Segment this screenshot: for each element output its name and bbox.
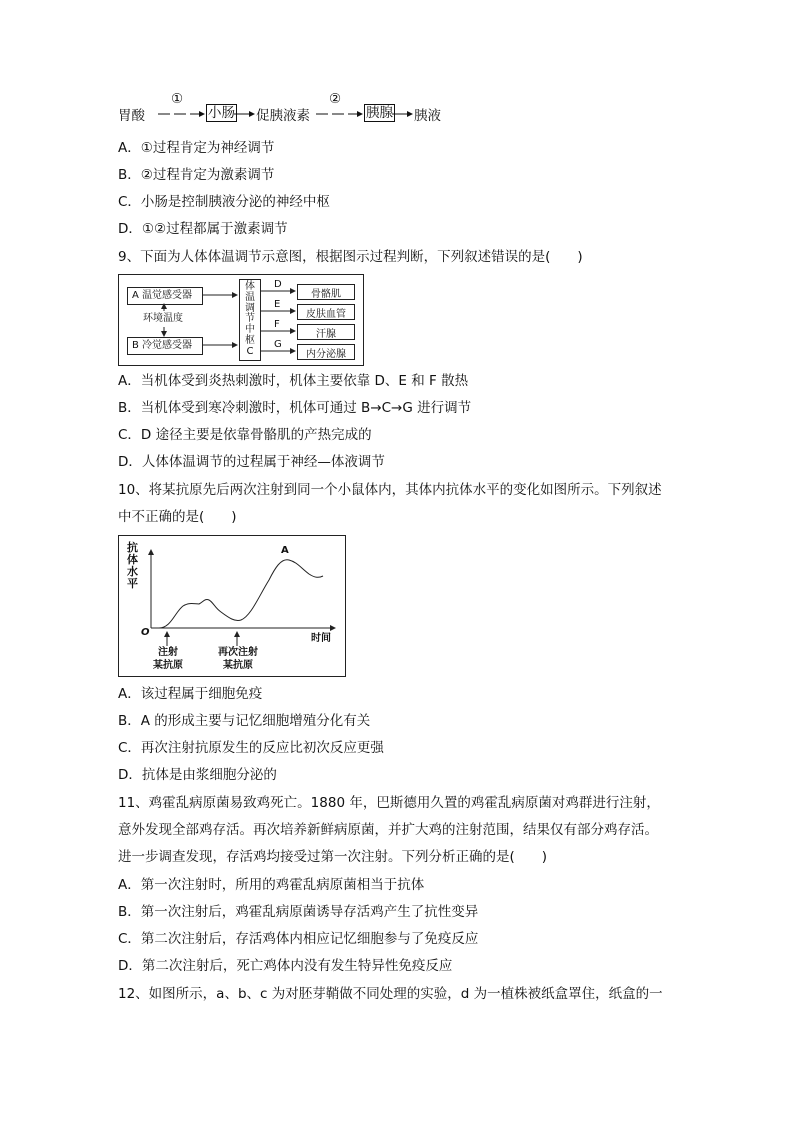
center-char: 中 xyxy=(245,324,255,336)
q9-option-a: A．当机体受到炎热刺激时，机体主要依靠 D、E 和 F 散热 xyxy=(118,373,469,389)
q10-option-c: C．再次注射抗原发生的反应比初次反应更强 xyxy=(118,740,384,756)
q11-option-b: B．第一次注射后，鸡霍乱病原菌诱导存活鸡产生了抗性变异 xyxy=(118,904,479,920)
path-d-label: D xyxy=(274,279,282,290)
q9-option-b: B．当机体受到寒冷刺激时，机体可通过 B→C→G 进行调节 xyxy=(118,400,472,416)
graph-peak-label: A xyxy=(281,545,289,556)
q8-option-c: C．小肠是控制胰液分泌的神经中枢 xyxy=(118,194,330,210)
q8-option-a: A．①过程肯定为神经调节 xyxy=(118,140,275,156)
center-char: 节 xyxy=(245,313,255,325)
center-char: 体 xyxy=(245,281,255,292)
center-char: C xyxy=(246,345,254,357)
path-e-label: E xyxy=(274,299,281,310)
flow-product: 胰液 xyxy=(414,108,441,124)
center-char: 调 xyxy=(245,302,255,314)
q8-flow-chain xyxy=(118,91,578,124)
flow-step1-label: ① xyxy=(171,91,184,107)
q11-stem-line2: 意外发现全部鸡存活。再次培养新鲜病原菌，并扩大鸡的注射范围，结果仅有部分鸡存活。 xyxy=(118,822,658,838)
flow-step2-label: ② xyxy=(329,91,342,107)
q8-option-b: B．②过程肯定为激素调节 xyxy=(118,167,275,183)
flow-arrow-4 xyxy=(392,106,414,120)
q9-option-c: C．D 途径主要是依靠骨骼肌的产热完成的 xyxy=(118,427,372,443)
flow-arrow-3 xyxy=(314,106,364,120)
q10-option-a: A．该过程属于细胞免疫 xyxy=(118,686,263,702)
center-char: 枢 xyxy=(245,334,255,346)
q11-option-d: D．第二次注射后，死亡鸡体内没有发生特异性免疫反应 xyxy=(118,958,453,974)
graph-y-label: 抗 体 水 平 xyxy=(127,541,138,590)
flow-arrow-2 xyxy=(234,106,256,120)
environment-temperature-label: 环境温度 xyxy=(143,313,183,324)
graph-x-label: 时间 xyxy=(311,633,331,644)
cold-receptor-box: B 冷觉感受器 xyxy=(127,337,203,355)
graph-origin-label: O xyxy=(141,627,150,638)
q9-option-d: D．人体体温调节的过程属于神经—体液调节 xyxy=(118,454,385,470)
q8-option-d: D．①②过程都属于激素调节 xyxy=(118,221,288,237)
q10-stem-line1: 10、将某抗原先后两次注射到同一个小鼠体内，其体内抗体水平的变化如图所示。下列叙述 xyxy=(118,482,662,498)
flow-arrow-1 xyxy=(156,106,206,120)
thermoregulation-diagram xyxy=(118,274,364,366)
q9-stem: 9、下面为人体体温调节示意图，根据图示过程判断，下列叙述错误的是( ) xyxy=(118,249,583,265)
path-g-label: G xyxy=(274,339,282,350)
q10-stem-line2: 中不正确的是( ) xyxy=(118,509,237,525)
antibody-curve xyxy=(159,560,323,628)
flow-hormone: 促胰液素 xyxy=(256,108,310,124)
q11-stem-line1: 11、鸡霍乱病原菌易致鸡死亡。1880 年，巴斯德用久置的鸡霍乱病原菌对鸡群进行注射， xyxy=(118,795,660,811)
second-injection-label: 再次注射 某抗原 xyxy=(218,647,258,671)
q11-option-a: A．第一次注射时，所用的鸡霍乱病原菌相当于抗体 xyxy=(118,877,425,893)
flow-stimulus: 胃酸 xyxy=(118,108,145,124)
antibody-level-graph xyxy=(118,535,346,677)
flow-organ2: 胰腺 xyxy=(366,105,393,121)
q11-stem-line3: 进一步调查发现，存活鸡均接受过第一次注射。下列分析正确的是( ) xyxy=(118,849,548,865)
target-skeletal-muscle: 骨骼肌 xyxy=(297,284,355,300)
q10-option-b: B．A 的形成主要与记忆细胞增殖分化有关 xyxy=(118,713,371,729)
q11-option-c: C．第二次注射后，存活鸡体内相应记忆细胞参与了免疫反应 xyxy=(118,931,479,947)
target-endocrine-glands: 内分泌腺 xyxy=(297,344,355,360)
center-char: 温 xyxy=(245,291,255,303)
flow-organ1: 小肠 xyxy=(208,105,235,121)
q10-option-d: D．抗体是由浆细胞分泌的 xyxy=(118,767,277,783)
target-sweat-glands: 汗腺 xyxy=(297,324,355,340)
target-skin-vessels: 皮肤血管 xyxy=(297,304,355,320)
path-f-label: F xyxy=(274,319,280,330)
warm-receptor-box: A 温觉感受器 xyxy=(127,287,203,305)
first-injection-label: 注射 某抗原 xyxy=(153,647,183,671)
q12-stem: 12、如图所示，a、b、c 为对胚芽鞘做不同处理的实验，d 为一植株被纸盒罩住，纸盒的一 xyxy=(118,986,663,1002)
